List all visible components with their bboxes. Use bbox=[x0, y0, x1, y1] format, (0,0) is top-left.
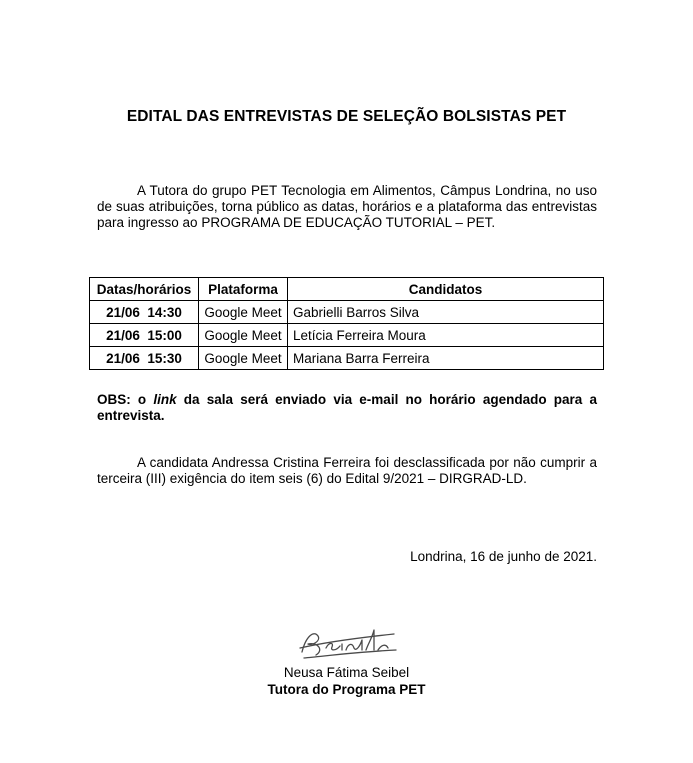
cell-datetime: 21/06 14:30 bbox=[90, 301, 199, 324]
signer-block bbox=[0, 664, 693, 698]
table-row bbox=[90, 347, 604, 370]
cell-datetime: 21/06 15:00 bbox=[90, 324, 199, 347]
table-row bbox=[90, 301, 604, 324]
header-datetime: Datas/horários bbox=[90, 278, 199, 301]
cell-candidate: Gabrielli Barros Silva bbox=[287, 301, 603, 324]
cell-platform: Google Meet bbox=[198, 324, 287, 347]
obs-paragraph bbox=[97, 392, 601, 424]
table-row bbox=[90, 324, 604, 347]
signer-role: Tutora do Programa PET bbox=[267, 682, 426, 697]
obs-suffix: da sala será enviado via e-mail no horário agendado para a entrevista. bbox=[97, 392, 601, 423]
cell-platform: Google Meet bbox=[198, 301, 287, 324]
intro-paragraph: A Tutora do grupo PET Tecnologia em Alimentos, Câmpus Londrina, no uso de suas atribuições, torna público as datas, horários e a plataforma das entrevistas para ingresso ao PROGRAMA DE EDUCAÇÃO TUTORIAL – PET. bbox=[97, 183, 597, 230]
obs-prefix: OBS: o bbox=[97, 392, 154, 407]
cell-candidate: Mariana Barra Ferreira bbox=[287, 347, 603, 370]
disqualification-note: A candidata Andressa Cristina Ferreira foi desclassificada por não cumprir a terceira (III) exigência do item seis (6) do Edital 9/2021 – DIRGRAD-LD. bbox=[97, 455, 597, 486]
header-platform: Plataforma bbox=[198, 278, 287, 301]
cell-platform: Google Meet bbox=[198, 347, 287, 370]
cell-candidate: Letícia Ferreira Moura bbox=[287, 324, 603, 347]
header-candidates: Candidatos bbox=[287, 278, 603, 301]
interview-schedule-table bbox=[89, 277, 604, 370]
place-date: Londrina, 16 de junho de 2021. bbox=[410, 549, 597, 564]
obs-link-word: link bbox=[153, 392, 177, 407]
document-title: EDITAL DAS ENTREVISTAS DE SELEÇÃO BOLSISTAS PET bbox=[126, 108, 567, 125]
handwritten-signature bbox=[296, 622, 406, 662]
table-header-row bbox=[90, 278, 604, 301]
cell-datetime: 21/06 15:30 bbox=[90, 347, 199, 370]
signer-name: Neusa Fátima Seibel bbox=[283, 665, 410, 680]
